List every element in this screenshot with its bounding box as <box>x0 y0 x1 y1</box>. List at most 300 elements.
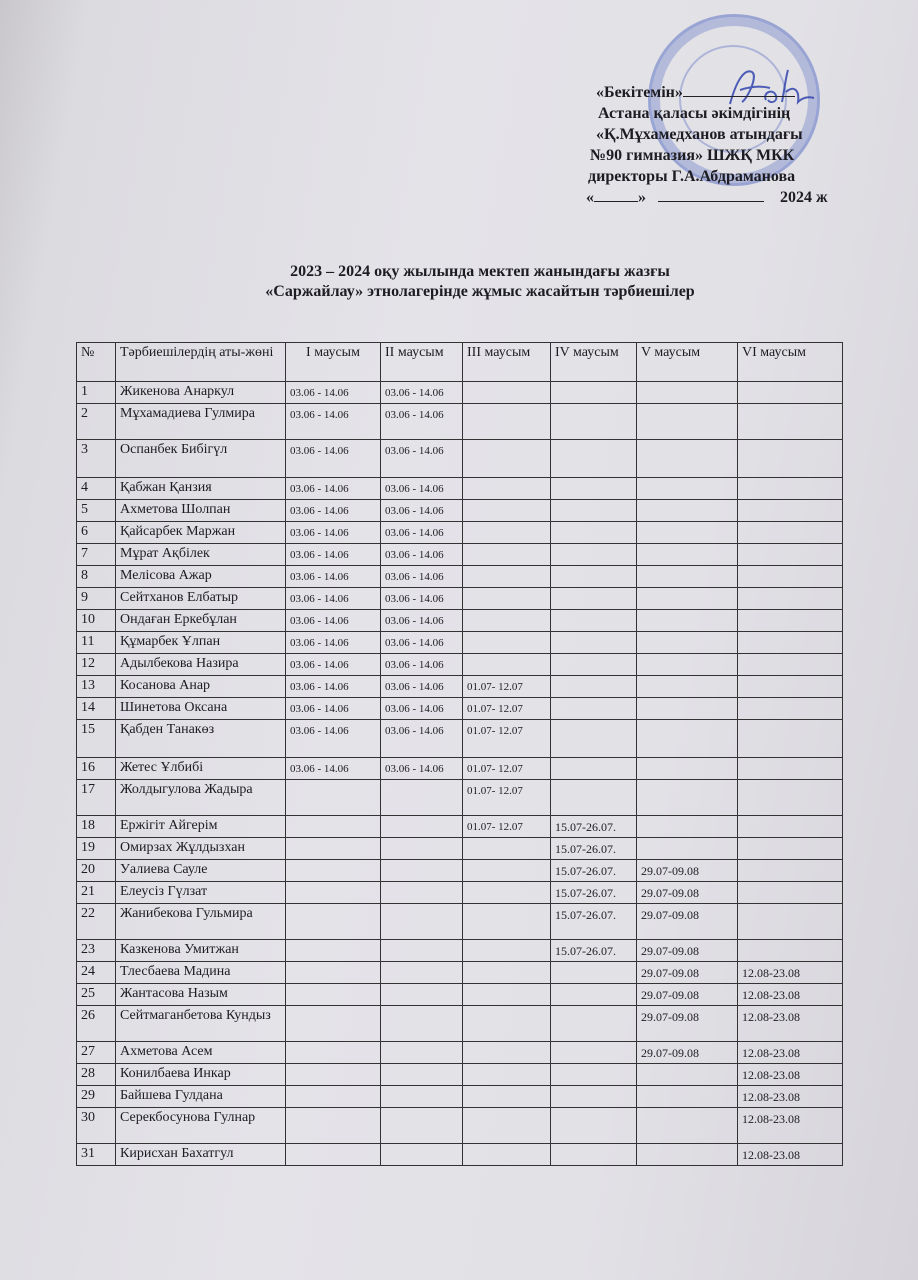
session-3-dates <box>463 1042 551 1064</box>
session-2-dates <box>381 780 463 816</box>
session-2-dates: 03.06 - 14.06 <box>381 676 463 698</box>
teacher-name: Жанибекова Гульмира <box>116 904 286 940</box>
row-number: 2 <box>77 404 116 440</box>
row-number: 31 <box>77 1144 116 1166</box>
teacher-name: Ахметова Шолпан <box>116 500 286 522</box>
approval-approved-label: «Бекітемін» <box>596 84 683 101</box>
session-5-dates <box>637 758 738 780</box>
teacher-name: Қабжан Қанзия <box>116 478 286 500</box>
session-4-dates <box>551 382 637 404</box>
session-3-dates <box>463 984 551 1006</box>
row-number: 8 <box>77 566 116 588</box>
session-2-dates <box>381 860 463 882</box>
session-1-dates: 03.06 - 14.06 <box>286 632 381 654</box>
session-3-dates <box>463 610 551 632</box>
session-5-dates <box>637 522 738 544</box>
row-number: 16 <box>77 758 116 780</box>
row-number: 11 <box>77 632 116 654</box>
session-6-dates <box>738 758 843 780</box>
session-6-dates: 12.08-23.08 <box>738 984 843 1006</box>
row-number: 21 <box>77 882 116 904</box>
table-row <box>77 382 843 404</box>
session-3-dates <box>463 588 551 610</box>
session-6-dates: 12.08-23.08 <box>738 1006 843 1042</box>
session-4-dates <box>551 720 637 758</box>
session-1-dates <box>286 1064 381 1086</box>
table-row <box>77 404 843 440</box>
session-6-dates: 12.08-23.08 <box>738 1042 843 1064</box>
session-4-dates <box>551 440 637 478</box>
table-row <box>77 478 843 500</box>
row-number: 7 <box>77 544 116 566</box>
session-2-dates: 03.06 - 14.06 <box>381 544 463 566</box>
session-5-dates <box>637 654 738 676</box>
session-6-dates: 12.08-23.08 <box>738 1086 843 1108</box>
session-6-dates: 12.08-23.08 <box>738 1064 843 1086</box>
row-number: 4 <box>77 478 116 500</box>
session-6-dates: 12.08-23.08 <box>738 962 843 984</box>
row-number: 23 <box>77 940 116 962</box>
teacher-name: Мелісова Ажар <box>116 566 286 588</box>
session-1-dates: 03.06 - 14.06 <box>286 478 381 500</box>
session-6-dates <box>738 676 843 698</box>
session-1-dates: 03.06 - 14.06 <box>286 758 381 780</box>
session-6-dates <box>738 500 843 522</box>
row-number: 28 <box>77 1064 116 1086</box>
session-2-dates <box>381 1144 463 1166</box>
session-5-dates <box>637 404 738 440</box>
session-1-dates <box>286 1006 381 1042</box>
session-2-dates: 03.06 - 14.06 <box>381 632 463 654</box>
row-number: 29 <box>77 1086 116 1108</box>
table-row <box>77 940 843 962</box>
session-5-dates <box>637 440 738 478</box>
session-5-dates <box>637 780 738 816</box>
session-4-dates <box>551 500 637 522</box>
session-3-dates <box>463 382 551 404</box>
table-row <box>77 610 843 632</box>
session-6-dates <box>738 860 843 882</box>
session-2-dates <box>381 962 463 984</box>
session-4-dates <box>551 544 637 566</box>
session-5-dates <box>637 632 738 654</box>
teacher-name: Ержігіт Айгерім <box>116 816 286 838</box>
teacher-name: Жантасова Назым <box>116 984 286 1006</box>
session-4-dates <box>551 566 637 588</box>
session-4-dates: 15.07-26.07. <box>551 860 637 882</box>
session-2-dates: 03.06 - 14.06 <box>381 478 463 500</box>
session-4-dates <box>551 1042 637 1064</box>
date-quote-open: « <box>586 189 594 206</box>
session-3-dates <box>463 478 551 500</box>
session-6-dates <box>738 904 843 940</box>
session-1-dates <box>286 780 381 816</box>
session-1-dates: 03.06 - 14.06 <box>286 676 381 698</box>
session-4-dates <box>551 1006 637 1042</box>
session-1-dates: 03.06 - 14.06 <box>286 382 381 404</box>
table-row <box>77 860 843 882</box>
session-4-dates <box>551 962 637 984</box>
session-6-dates <box>738 522 843 544</box>
session-5-dates <box>637 676 738 698</box>
session-1-dates <box>286 1144 381 1166</box>
session-5-dates <box>637 698 738 720</box>
month-blank <box>658 187 764 202</box>
row-number: 30 <box>77 1108 116 1144</box>
row-number: 6 <box>77 522 116 544</box>
teacher-name: Шинетова Оксана <box>116 698 286 720</box>
table-row <box>77 522 843 544</box>
session-4-dates <box>551 758 637 780</box>
session-1-dates: 03.06 - 14.06 <box>286 610 381 632</box>
date-quote-close: » <box>638 189 646 206</box>
session-5-dates <box>637 1086 738 1108</box>
session-4-dates <box>551 698 637 720</box>
teacher-name: Адылбекова Назира <box>116 654 286 676</box>
teacher-name: Серекбосунова Гулнар <box>116 1108 286 1144</box>
session-5-dates: 29.07-09.08 <box>637 860 738 882</box>
session-6-dates <box>738 632 843 654</box>
session-3-dates <box>463 522 551 544</box>
session-4-dates: 15.07-26.07. <box>551 940 637 962</box>
session-2-dates <box>381 940 463 962</box>
session-4-dates <box>551 676 637 698</box>
teacher-name: Жетес Ұлбибі <box>116 758 286 780</box>
session-6-dates: 12.08-23.08 <box>738 1108 843 1144</box>
session-6-dates <box>738 566 843 588</box>
teacher-name: Ондаған Еркебұлан <box>116 610 286 632</box>
row-number: 19 <box>77 838 116 860</box>
header-session-2: II маусым <box>381 343 463 382</box>
table-row <box>77 676 843 698</box>
teacher-name: Косанова Анар <box>116 676 286 698</box>
table-row <box>77 1006 843 1042</box>
session-3-dates <box>463 544 551 566</box>
session-4-dates <box>551 780 637 816</box>
session-1-dates: 03.06 - 14.06 <box>286 522 381 544</box>
session-6-dates <box>738 544 843 566</box>
session-4-dates <box>551 654 637 676</box>
session-2-dates: 03.06 - 14.06 <box>381 404 463 440</box>
table-row <box>77 1064 843 1086</box>
session-1-dates <box>286 860 381 882</box>
title-line-1: 2023 – 2024 оқу жылында мектеп жанындағы жазғы <box>290 263 670 280</box>
session-3-dates <box>463 404 551 440</box>
header-session-5: V маусым <box>637 343 738 382</box>
session-6-dates: 12.08-23.08 <box>738 1144 843 1166</box>
session-5-dates <box>637 382 738 404</box>
session-1-dates <box>286 984 381 1006</box>
teacher-name: Қабден Танакөз <box>116 720 286 758</box>
table-row <box>77 440 843 478</box>
teacher-name: Сейтмаганбетова Кундыз <box>116 1006 286 1042</box>
session-3-dates <box>463 940 551 962</box>
session-1-dates <box>286 882 381 904</box>
row-number: 24 <box>77 962 116 984</box>
session-4-dates <box>551 1144 637 1166</box>
session-3-dates: 01.07- 12.07 <box>463 780 551 816</box>
schedule-table <box>76 342 843 1166</box>
session-1-dates: 03.06 - 14.06 <box>286 566 381 588</box>
row-number: 10 <box>77 610 116 632</box>
session-5-dates <box>637 838 738 860</box>
approval-year: 2024 ж <box>780 189 828 206</box>
session-4-dates <box>551 1086 637 1108</box>
signature-blank <box>683 82 795 97</box>
teacher-name: Омирзах Жұлдызхан <box>116 838 286 860</box>
session-4-dates <box>551 632 637 654</box>
session-6-dates <box>738 720 843 758</box>
session-4-dates <box>551 478 637 500</box>
table-row <box>77 1042 843 1064</box>
session-3-dates: 01.07- 12.07 <box>463 816 551 838</box>
approval-gymnasium: №90 гимназия» ШЖҚ МКК <box>590 147 795 164</box>
session-2-dates <box>381 1086 463 1108</box>
session-4-dates: 15.07-26.07. <box>551 882 637 904</box>
row-number: 27 <box>77 1042 116 1064</box>
table-row <box>77 632 843 654</box>
title-line-2: «Саржайлау» этнолагерінде жұмыс жасайтын тәрбиешілер <box>265 283 695 300</box>
session-5-dates <box>637 1144 738 1166</box>
session-5-dates <box>637 1108 738 1144</box>
session-3-dates <box>463 632 551 654</box>
session-3-dates: 01.07- 12.07 <box>463 676 551 698</box>
approval-akimat: Астана қаласы әкімдігінің <box>598 105 791 122</box>
row-number: 12 <box>77 654 116 676</box>
table-row <box>77 1108 843 1144</box>
session-5-dates: 29.07-09.08 <box>637 940 738 962</box>
session-1-dates: 03.06 - 14.06 <box>286 698 381 720</box>
teacher-name: Елеусіз Гүлзат <box>116 882 286 904</box>
row-number: 17 <box>77 780 116 816</box>
session-2-dates <box>381 1064 463 1086</box>
session-5-dates: 29.07-09.08 <box>637 882 738 904</box>
table-body <box>77 382 843 1166</box>
session-6-dates <box>738 382 843 404</box>
table-row <box>77 698 843 720</box>
session-2-dates: 03.06 - 14.06 <box>381 698 463 720</box>
session-5-dates <box>637 544 738 566</box>
session-5-dates: 29.07-09.08 <box>637 1006 738 1042</box>
session-2-dates <box>381 1006 463 1042</box>
session-2-dates <box>381 816 463 838</box>
session-5-dates: 29.07-09.08 <box>637 984 738 1006</box>
table-row <box>77 816 843 838</box>
session-4-dates <box>551 522 637 544</box>
session-1-dates: 03.06 - 14.06 <box>286 720 381 758</box>
approval-school-name: «Қ.Мұхамедханов атындағы <box>596 126 803 143</box>
session-4-dates <box>551 1064 637 1086</box>
header-session-3: III маусым <box>463 343 551 382</box>
session-1-dates: 03.06 - 14.06 <box>286 588 381 610</box>
session-6-dates <box>738 588 843 610</box>
session-6-dates <box>738 404 843 440</box>
session-1-dates <box>286 838 381 860</box>
teacher-name: Мұрат Ақбілек <box>116 544 286 566</box>
session-3-dates <box>463 838 551 860</box>
session-2-dates: 03.06 - 14.06 <box>381 758 463 780</box>
teacher-name: Жикенова Анаркул <box>116 382 286 404</box>
session-6-dates <box>738 478 843 500</box>
table-row <box>77 500 843 522</box>
session-2-dates: 03.06 - 14.06 <box>381 654 463 676</box>
session-3-dates <box>463 1006 551 1042</box>
header-number: № <box>77 343 116 382</box>
session-5-dates: 29.07-09.08 <box>637 904 738 940</box>
row-number: 9 <box>77 588 116 610</box>
row-number: 26 <box>77 1006 116 1042</box>
session-3-dates <box>463 860 551 882</box>
header-session-4: IV маусым <box>551 343 637 382</box>
session-2-dates: 03.06 - 14.06 <box>381 610 463 632</box>
table-row <box>77 904 843 940</box>
row-number: 14 <box>77 698 116 720</box>
session-3-dates <box>463 962 551 984</box>
table-row <box>77 758 843 780</box>
row-number: 3 <box>77 440 116 478</box>
session-6-dates <box>738 654 843 676</box>
session-2-dates: 03.06 - 14.06 <box>381 522 463 544</box>
session-6-dates <box>738 940 843 962</box>
session-5-dates: 29.07-09.08 <box>637 962 738 984</box>
session-2-dates <box>381 882 463 904</box>
session-2-dates <box>381 1042 463 1064</box>
session-5-dates <box>637 588 738 610</box>
session-2-dates: 03.06 - 14.06 <box>381 440 463 478</box>
row-number: 5 <box>77 500 116 522</box>
session-3-dates: 01.07- 12.07 <box>463 758 551 780</box>
session-3-dates <box>463 1064 551 1086</box>
session-3-dates: 01.07- 12.07 <box>463 720 551 758</box>
session-2-dates: 03.06 - 14.06 <box>381 720 463 758</box>
header-name: Тәрбиешілердің аты-жөні <box>116 343 286 382</box>
session-2-dates <box>381 1108 463 1144</box>
session-5-dates <box>637 500 738 522</box>
teacher-name: Конилбаева Инкар <box>116 1064 286 1086</box>
session-2-dates <box>381 984 463 1006</box>
session-4-dates: 15.07-26.07. <box>551 904 637 940</box>
session-6-dates <box>738 610 843 632</box>
row-number: 13 <box>77 676 116 698</box>
session-1-dates <box>286 1108 381 1144</box>
session-4-dates <box>551 404 637 440</box>
session-3-dates <box>463 1086 551 1108</box>
session-1-dates: 03.06 - 14.06 <box>286 500 381 522</box>
teacher-name: Уалиева Сауле <box>116 860 286 882</box>
table-row <box>77 984 843 1006</box>
session-2-dates: 03.06 - 14.06 <box>381 588 463 610</box>
session-2-dates: 03.06 - 14.06 <box>381 566 463 588</box>
session-3-dates <box>463 566 551 588</box>
session-5-dates <box>637 816 738 838</box>
session-4-dates <box>551 588 637 610</box>
table-row <box>77 780 843 816</box>
teacher-name: Оспанбек Бибігүл <box>116 440 286 478</box>
session-1-dates <box>286 816 381 838</box>
session-3-dates <box>463 654 551 676</box>
session-6-dates <box>738 882 843 904</box>
approval-block <box>586 82 846 208</box>
header-session-6: VI маусым <box>738 343 843 382</box>
session-3-dates <box>463 440 551 478</box>
session-1-dates <box>286 1042 381 1064</box>
table-row <box>77 1086 843 1108</box>
table-row <box>77 566 843 588</box>
table-row <box>77 1144 843 1166</box>
session-4-dates: 15.07-26.07. <box>551 838 637 860</box>
session-2-dates <box>381 904 463 940</box>
session-4-dates <box>551 610 637 632</box>
session-2-dates <box>381 838 463 860</box>
approval-date <box>586 187 846 208</box>
row-number: 20 <box>77 860 116 882</box>
session-3-dates <box>463 882 551 904</box>
table-row <box>77 588 843 610</box>
teacher-name: Кирисхан Бахатгул <box>116 1144 286 1166</box>
table-row <box>77 544 843 566</box>
session-3-dates: 01.07- 12.07 <box>463 698 551 720</box>
document-title <box>200 262 760 302</box>
session-6-dates <box>738 838 843 860</box>
session-3-dates <box>463 500 551 522</box>
approval-director: директоры Г.А.Абдраманова <box>588 168 796 185</box>
teacher-name: Мұхамадиева Гулмира <box>116 404 286 440</box>
session-2-dates: 03.06 - 14.06 <box>381 382 463 404</box>
session-5-dates: 29.07-09.08 <box>637 1042 738 1064</box>
table-row <box>77 962 843 984</box>
teacher-name: Сейтханов Елбатыр <box>116 588 286 610</box>
row-number: 22 <box>77 904 116 940</box>
row-number: 15 <box>77 720 116 758</box>
session-1-dates: 03.06 - 14.06 <box>286 654 381 676</box>
table-row <box>77 654 843 676</box>
approval-heading <box>586 82 846 103</box>
session-2-dates: 03.06 - 14.06 <box>381 500 463 522</box>
session-1-dates <box>286 1086 381 1108</box>
teacher-name: Байшева Гулдана <box>116 1086 286 1108</box>
session-1-dates: 03.06 - 14.06 <box>286 404 381 440</box>
session-4-dates <box>551 1108 637 1144</box>
session-1-dates: 03.06 - 14.06 <box>286 440 381 478</box>
session-1-dates <box>286 904 381 940</box>
table-row <box>77 720 843 758</box>
row-number: 18 <box>77 816 116 838</box>
table-row <box>77 882 843 904</box>
teacher-name: Жолдыгулова Жадыра <box>116 780 286 816</box>
table-header-row <box>77 343 843 382</box>
session-5-dates <box>637 566 738 588</box>
session-6-dates <box>738 780 843 816</box>
session-3-dates <box>463 1144 551 1166</box>
teacher-name: Ахметова Асем <box>116 1042 286 1064</box>
session-6-dates <box>738 816 843 838</box>
session-1-dates: 03.06 - 14.06 <box>286 544 381 566</box>
session-5-dates <box>637 478 738 500</box>
row-number: 1 <box>77 382 116 404</box>
session-5-dates <box>637 1064 738 1086</box>
session-5-dates <box>637 610 738 632</box>
session-4-dates <box>551 984 637 1006</box>
session-3-dates <box>463 904 551 940</box>
header-session-1: I маусым <box>286 343 381 382</box>
teacher-name: Қайсарбек Маржан <box>116 522 286 544</box>
session-6-dates <box>738 698 843 720</box>
session-5-dates <box>637 720 738 758</box>
teacher-name: Тлесбаева Мадина <box>116 962 286 984</box>
session-6-dates <box>738 440 843 478</box>
day-blank <box>594 187 638 202</box>
session-1-dates <box>286 962 381 984</box>
